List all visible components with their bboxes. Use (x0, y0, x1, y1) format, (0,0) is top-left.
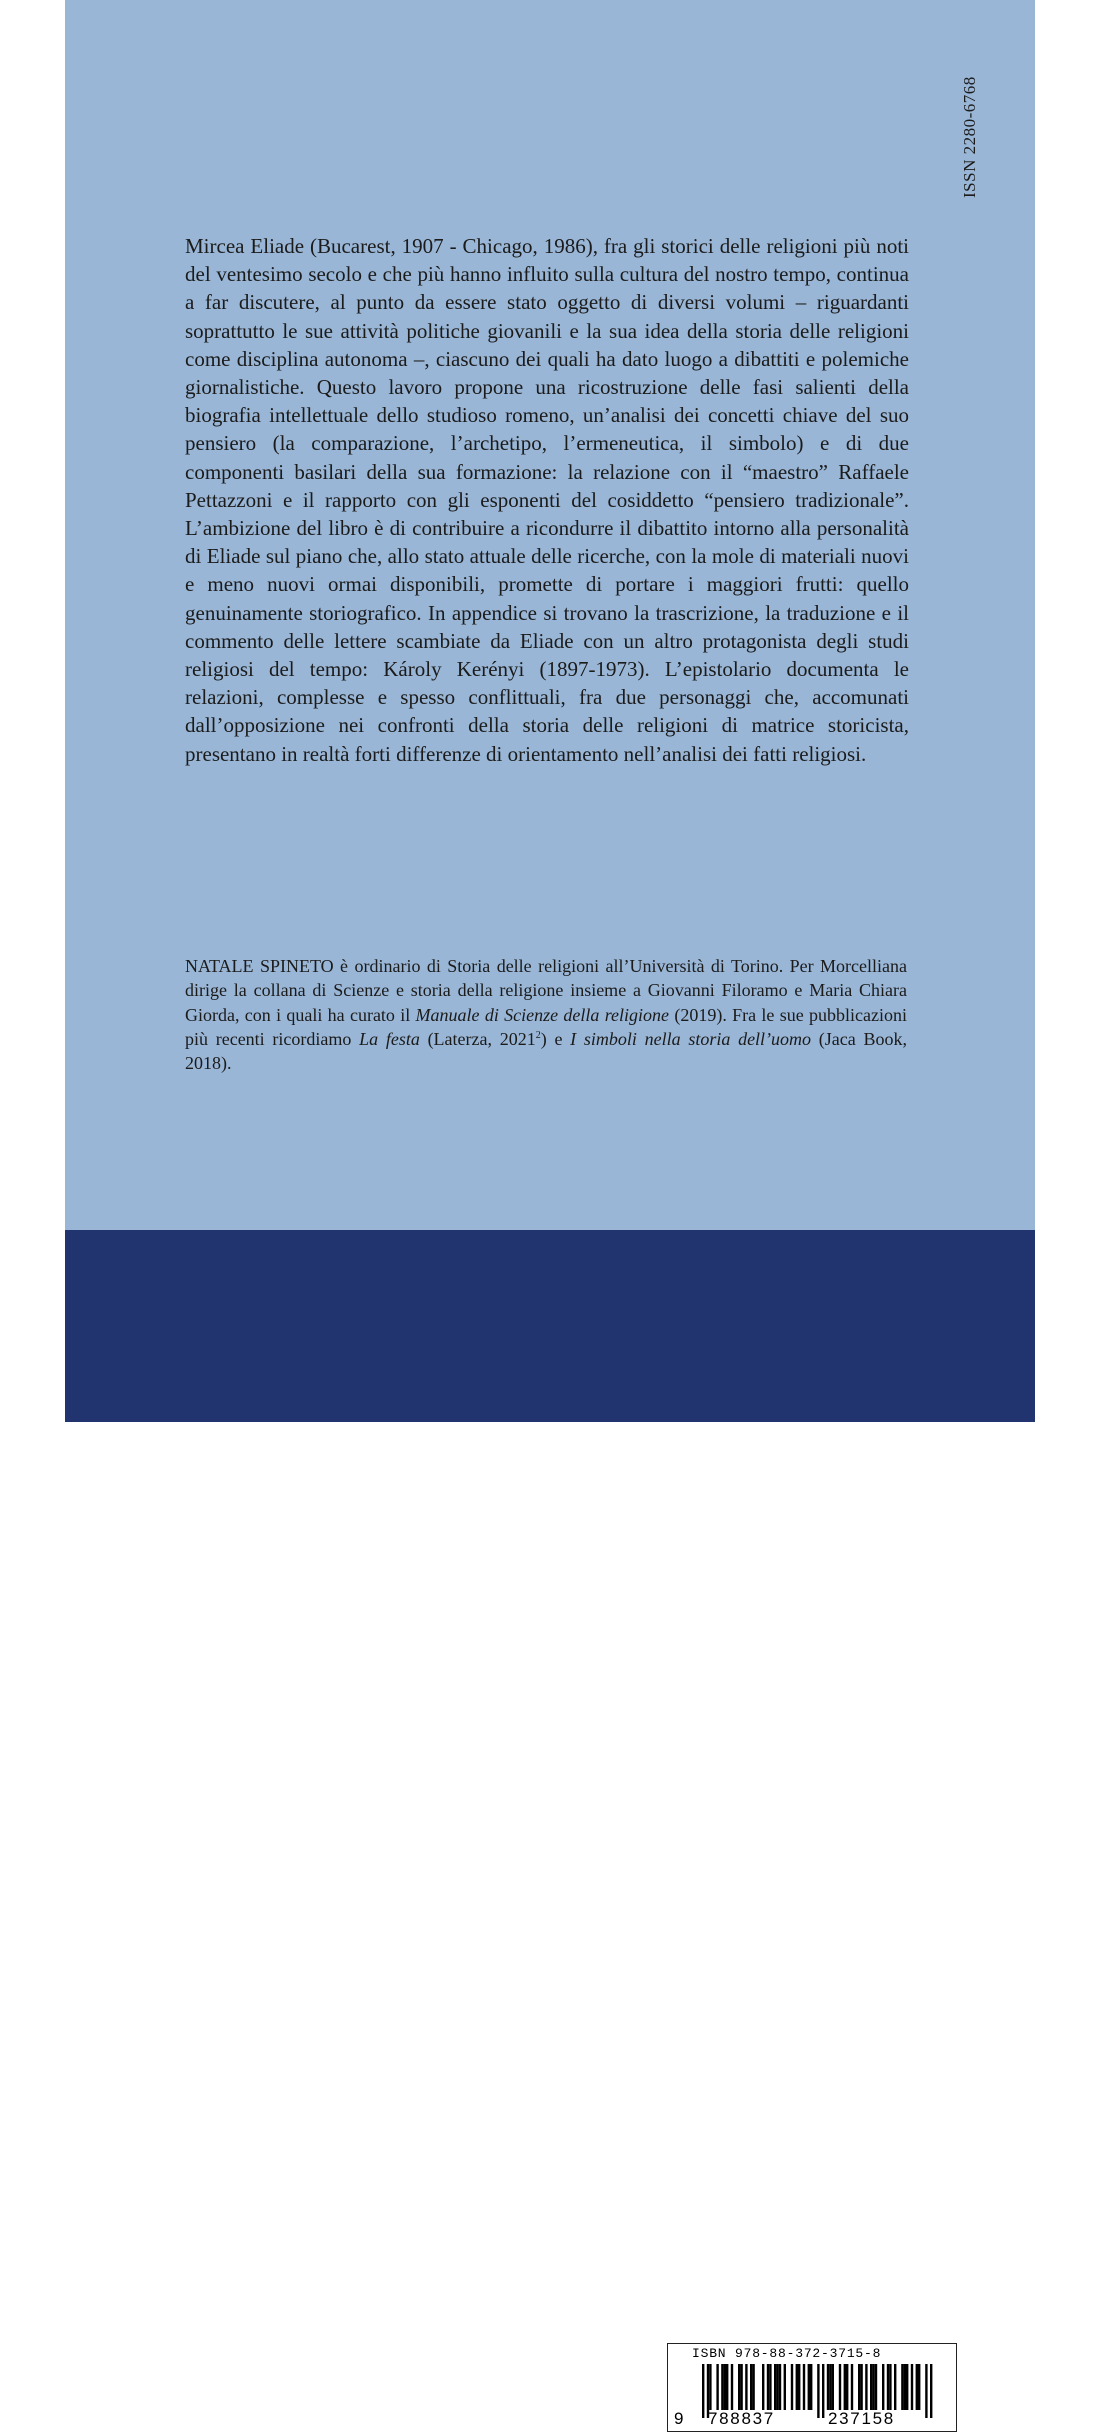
barcode-bar (911, 2364, 913, 2410)
barcode-bar (916, 2364, 918, 2410)
barcode-bar (738, 2364, 740, 2410)
barcode-bar (779, 2364, 781, 2410)
barcode-bar (870, 2364, 872, 2410)
barcode-bar (829, 2364, 831, 2410)
barcode-bar (858, 2364, 860, 2410)
barcode-bar (887, 2364, 889, 2410)
barcode-bar (740, 2364, 742, 2410)
barcode-bar (839, 2364, 841, 2410)
bio-title-manual: Manuale di Scienze della religione (415, 1004, 670, 1025)
barcode-bar (762, 2364, 764, 2410)
barcode-bar (774, 2364, 776, 2410)
back-cover (65, 0, 1035, 2428)
barcode-bar (901, 2364, 903, 2410)
barcode-lead-digit: 9 (674, 2409, 686, 2428)
barcode-bar (889, 2364, 891, 2410)
barcode-bar (904, 2364, 906, 2410)
barcode-bar (827, 2364, 829, 2410)
barcode-bar (709, 2364, 711, 2410)
barcode-bar (726, 2364, 728, 2410)
barcode-bar (731, 2364, 733, 2410)
barcode-bar (865, 2364, 867, 2410)
author-bio (185, 954, 907, 1075)
barcode-bar (851, 2364, 853, 2410)
barcode-bar (844, 2364, 846, 2410)
barcode-bar (832, 2364, 834, 2410)
bio-text-1: NATALE SPINETO è ordinario di Storia delle religioni all’Università di Torino. Per Morcelliana dirige la collana di Scienze e storia della religione insieme a Giovanni Filoramo e Maria Chiara Giorda, con i quali ha curato il (185, 956, 907, 1025)
bottom-color-band (65, 1230, 1035, 2428)
barcode-bar (776, 2364, 778, 2410)
barcode-bar (767, 2364, 769, 2410)
barcode-bar (846, 2364, 848, 2410)
barcode-bar (791, 2364, 793, 2410)
barcode-bar (750, 2364, 752, 2410)
spine-issn: ISSN 2280-6768 (960, 76, 979, 198)
barcode-bar (745, 2364, 747, 2410)
barcode-bar (882, 2364, 884, 2410)
barcode-bar (716, 2364, 718, 2410)
barcode-bar (810, 2364, 812, 2410)
barcode-bar (918, 2364, 920, 2410)
bio-title-la-festa: La festa (359, 1028, 420, 1049)
barcode-bar (872, 2364, 874, 2410)
barcode-bar (752, 2364, 754, 2410)
barcode-bar (894, 2364, 896, 2410)
barcode-bar (803, 2364, 805, 2410)
barcode-right-digits: 237158 (828, 2409, 895, 2428)
bio-text-4: ) e (540, 1028, 571, 1049)
book-blurb: Mircea Eliade (Bucarest, 1907 - Chicago, 1986), fra gli storici delle religioni più noti del ventesimo secolo e che più hanno influito sulla cultura del nostro tempo, continua a far discutere, al punto da essere stato oggetto di diversi volumi – riguardanti soprattutto le sue attività politiche giovanili e la sua idea della storia delle religioni come disciplina autonoma –, ciascuno dei quali ha dato luogo a dibattiti e polemiche giornalistiche. Questo lavoro propone una ricostruzione delle fasi salienti della biografia intellettuale dello studioso romeno, un’analisi dei concetti chiave del suo pensiero (la comparazione, l’archetipo, l’ermeneutica, il simbolo) e di due componenti basilari della sua formazione: la relazione con il “maestro” Raffaele Pettazzoni e il rapporto con gli esponenti del cosiddetto “pensiero tradizionale”. L’ambizione del libro è di contribuire a ricondurre il dibattito intorno alla personalità di Eliade sul piano che, allo stato attuale delle ricerche, con la mole di materiali nuovi e meno nuovi ormai disponibili, promette di portare i maggiori frutti: quello genuinamente storiografico. In appendice si trovano la trascrizione, la traduzione e il commento delle lettere scambiate da Eliade con un altro protagonista degli studi religiosi del tempo: Károly Kerényi (1897-1973). L’epistolario documenta le relazioni, complesse e spesso conflittuali, fra due personaggi che, accomunati dall’opposizione nei confronti della storia delle religioni di matrice storicista, presentano in realtà forti differenze di orientamento nell’analisi dei fatti religiosi. (185, 234, 909, 766)
bio-title-simboli: I simboli nella storia dell’uomo (570, 1028, 812, 1049)
barcode-bar (906, 2364, 908, 2410)
isbn-barcode (667, 2343, 957, 2432)
bio-text-3: (Laterza, 2021 (419, 1028, 536, 1049)
barcode-bar (875, 2364, 877, 2410)
price-label: € 25,00 (185, 2356, 264, 2383)
bio-edition-superscript: 2 (535, 1029, 541, 1041)
barcode-bar (769, 2364, 771, 2410)
barcode-bar (860, 2364, 862, 2410)
barcode-bar (724, 2364, 726, 2410)
barcode-bar (784, 2364, 786, 2410)
bio-text-5: (Jaca Book, 2018). (185, 1028, 907, 1074)
barcode-digits (668, 2409, 956, 2431)
barcode-bar (721, 2364, 723, 2410)
isbn-label: ISBN 978-88-372-3715-8 (692, 2346, 882, 2361)
barcode-bar (796, 2364, 798, 2410)
bio-text-2: (2019). Fra le sue pubblicazioni più recenti ricordiamo (185, 1004, 907, 1049)
barcode-bar (808, 2364, 810, 2410)
barcode-bar (798, 2364, 800, 2410)
barcode-left-digits: 788837 (708, 2409, 775, 2428)
